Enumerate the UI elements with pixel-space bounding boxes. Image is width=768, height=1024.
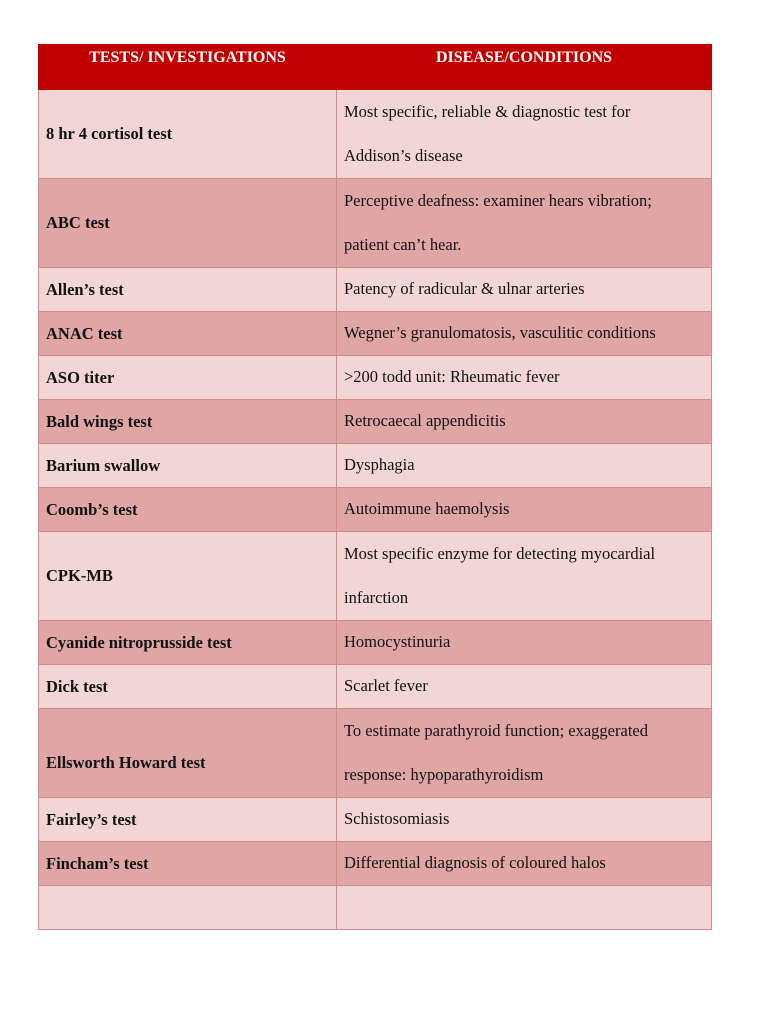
condition-cell <box>337 532 712 621</box>
table-row <box>39 312 712 356</box>
condition-line: Most specific enzyme for detecting myocardial <box>344 544 656 563</box>
test-name-cell: Bald wings test <box>39 400 337 444</box>
test-name-cell <box>39 886 337 930</box>
table-body <box>39 90 712 930</box>
test-name-cell: 8 hr 4 cortisol test <box>39 90 337 179</box>
table-row <box>39 532 712 621</box>
test-name-cell: ANAC test <box>39 312 337 356</box>
condition-cell <box>337 90 712 179</box>
header-tests: TESTS/ INVESTIGATIONS <box>39 45 337 90</box>
table-row <box>39 621 712 665</box>
condition-line: infarction <box>344 588 409 607</box>
condition-cell: Dysphagia <box>337 444 712 488</box>
test-name-cell: Dick test <box>39 665 337 709</box>
table-row <box>39 268 712 312</box>
table-row <box>39 798 712 842</box>
condition-line: patient can’t hear. <box>344 235 462 254</box>
condition-cell: Retrocaecal appendicitis <box>337 400 712 444</box>
condition-line: To estimate parathyroid function; exaggerated <box>344 721 648 740</box>
table-row <box>39 400 712 444</box>
condition-cell: Differential diagnosis of coloured halos <box>337 842 712 886</box>
table-row <box>39 488 712 532</box>
test-name-cell: Barium swallow <box>39 444 337 488</box>
test-name-cell: Coomb’s test <box>39 488 337 532</box>
table-row <box>39 356 712 400</box>
condition-cell <box>337 709 712 798</box>
condition-cell: Autoimmune haemolysis <box>337 488 712 532</box>
condition-cell: Scarlet fever <box>337 665 712 709</box>
test-name-cell: ASO titer <box>39 356 337 400</box>
condition-cell <box>337 179 712 268</box>
test-name-cell: Fairley’s test <box>39 798 337 842</box>
tests-table <box>38 44 712 930</box>
condition-line: Addison’s disease <box>344 146 463 165</box>
table-row <box>39 709 712 798</box>
condition-cell: Homocystinuria <box>337 621 712 665</box>
table-row <box>39 179 712 268</box>
condition-cell: Patency of radicular & ulnar arteries <box>337 268 712 312</box>
condition-cell: Wegner’s granulomatosis, vasculitic conditions <box>337 312 712 356</box>
condition-cell: Schistosomiasis <box>337 798 712 842</box>
table-row <box>39 886 712 930</box>
condition-cell: >200 todd unit: Rheumatic fever <box>337 356 712 400</box>
condition-line: Most specific, reliable & diagnostic test for <box>344 102 631 121</box>
condition-line: response: hypoparathyroidism <box>344 765 544 784</box>
test-name-cell: Fincham’s test <box>39 842 337 886</box>
condition-line: Perceptive deafness: examiner hears vibration; <box>344 191 652 210</box>
header-conditions: DISEASE/CONDITIONS <box>337 45 712 90</box>
test-name-cell: Cyanide nitroprusside test <box>39 621 337 665</box>
table-header-row <box>39 45 712 90</box>
table-row <box>39 444 712 488</box>
test-name-cell: ABC test <box>39 179 337 268</box>
condition-cell <box>337 886 712 930</box>
test-name-cell: Allen’s test <box>39 268 337 312</box>
table-row <box>39 842 712 886</box>
table-row <box>39 90 712 179</box>
test-name-cell: Ellsworth Howard test <box>39 709 337 798</box>
table-row <box>39 665 712 709</box>
test-name-cell: CPK-MB <box>39 532 337 621</box>
